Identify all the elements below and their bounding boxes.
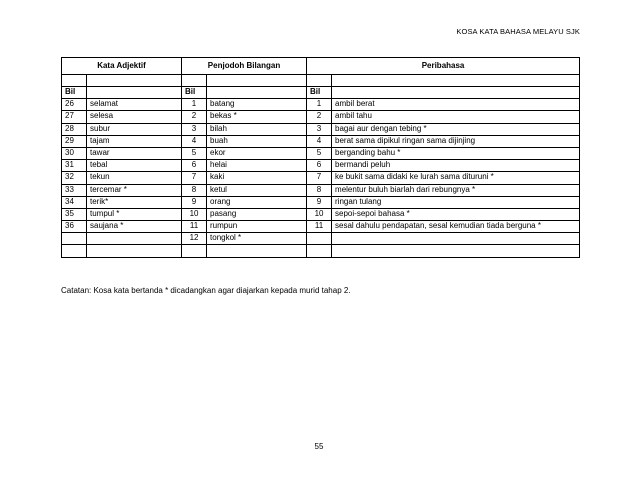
peribahasa-text: ke bukit sama didaki ke lurah sama dituruni *: [332, 172, 580, 184]
adjektif-number: 28: [62, 123, 87, 135]
adjektif-word: tebal: [87, 160, 182, 172]
peribahasa-number: 11: [307, 221, 332, 233]
peribahasa-text: berat sama dipikul ringan sama dijinjing: [332, 135, 580, 147]
header-peribahasa: Peribahasa: [307, 58, 580, 75]
penjodoh-number: 2: [182, 111, 207, 123]
peribahasa-text: berganding bahu *: [332, 147, 580, 159]
header-kata-adjektif: Kata Adjektif: [62, 58, 182, 75]
empty-row: [62, 245, 580, 257]
table-row: [62, 172, 580, 184]
table-row: [62, 99, 580, 111]
header-row: [62, 58, 580, 75]
peribahasa-text: sesal dahulu pendapatan, sesal kemudian tiada berguna *: [332, 221, 580, 233]
adjektif-word: [87, 233, 182, 245]
adjektif-word: tekun: [87, 172, 182, 184]
penjodoh-number: 1: [182, 99, 207, 111]
peribahasa-text: bagai aur dengan tebing *: [332, 123, 580, 135]
peribahasa-text: sepoi-sepoi bahasa *: [332, 208, 580, 220]
adjektif-number: 27: [62, 111, 87, 123]
peribahasa-text: ambil berat: [332, 99, 580, 111]
penjodoh-word: tongkol *: [207, 233, 307, 245]
adjektif-word: terik*: [87, 196, 182, 208]
adjektif-word: saujana *: [87, 221, 182, 233]
penjodoh-word: bilah: [207, 123, 307, 135]
peribahasa-number: 3: [307, 123, 332, 135]
vocabulary-table: [61, 57, 580, 258]
peribahasa-number: 6: [307, 160, 332, 172]
bil-label: Bil: [182, 87, 207, 99]
table-row: [62, 111, 580, 123]
adjektif-number: 36: [62, 221, 87, 233]
peribahasa-text: melentur buluh biarlah dari rebungnya *: [332, 184, 580, 196]
table-row: [62, 160, 580, 172]
penjodoh-number: 9: [182, 196, 207, 208]
table-row: [62, 196, 580, 208]
note-text: Catatan: Kosa kata bertanda * dicadangkan agar diajarkan kepada murid tahap 2.: [61, 286, 351, 295]
peribahasa-text: [332, 233, 580, 245]
peribahasa-text: ringan tulang: [332, 196, 580, 208]
bil-row: [62, 87, 580, 99]
penjodoh-number: 4: [182, 135, 207, 147]
table-row: [62, 221, 580, 233]
adjektif-number: 33: [62, 184, 87, 196]
adjektif-word: tajam: [87, 135, 182, 147]
header-penjodoh-bilangan: Penjodoh Bilangan: [182, 58, 307, 75]
penjodoh-word: buah: [207, 135, 307, 147]
adjektif-number: 35: [62, 208, 87, 220]
penjodoh-word: kaki: [207, 172, 307, 184]
adjektif-word: selesa: [87, 111, 182, 123]
peribahasa-number: 2: [307, 111, 332, 123]
peribahasa-number: 10: [307, 208, 332, 220]
table-row: [62, 233, 580, 245]
table-row: [62, 147, 580, 159]
penjodoh-number: 3: [182, 123, 207, 135]
bil-label: Bil: [307, 87, 332, 99]
adjektif-number: 26: [62, 99, 87, 111]
adjektif-number: 31: [62, 160, 87, 172]
spacer-row: [62, 75, 580, 87]
adjektif-word: tercemar *: [87, 184, 182, 196]
penjodoh-number: 6: [182, 160, 207, 172]
peribahasa-number: 1: [307, 99, 332, 111]
table-row: [62, 123, 580, 135]
page-number: 55: [314, 442, 324, 451]
running-head: KOSA KATA BAHASA MELAYU SJK: [456, 27, 580, 36]
penjodoh-word: helai: [207, 160, 307, 172]
penjodoh-word: batang: [207, 99, 307, 111]
penjodoh-word: bekas *: [207, 111, 307, 123]
penjodoh-word: pasang: [207, 208, 307, 220]
penjodoh-number: 7: [182, 172, 207, 184]
adjektif-word: tawar: [87, 147, 182, 159]
peribahasa-text: bermandi peluh: [332, 160, 580, 172]
penjodoh-number: 8: [182, 184, 207, 196]
penjodoh-word: orang: [207, 196, 307, 208]
adjektif-word: tumpul *: [87, 208, 182, 220]
adjektif-number: [62, 233, 87, 245]
adjektif-number: 29: [62, 135, 87, 147]
adjektif-number: 32: [62, 172, 87, 184]
bil-label: Bil: [62, 87, 87, 99]
penjodoh-word: ketul: [207, 184, 307, 196]
adjektif-number: 30: [62, 147, 87, 159]
penjodoh-number: 12: [182, 233, 207, 245]
penjodoh-number: 11: [182, 221, 207, 233]
penjodoh-word: rumpun: [207, 221, 307, 233]
table-row: [62, 208, 580, 220]
peribahasa-number: 4: [307, 135, 332, 147]
peribahasa-number: [307, 233, 332, 245]
table-row: [62, 184, 580, 196]
peribahasa-number: 8: [307, 184, 332, 196]
penjodoh-word: ekor: [207, 147, 307, 159]
peribahasa-number: 9: [307, 196, 332, 208]
table-row: [62, 135, 580, 147]
penjodoh-number: 10: [182, 208, 207, 220]
peribahasa-text: ambil tahu: [332, 111, 580, 123]
adjektif-number: 34: [62, 196, 87, 208]
adjektif-word: selamat: [87, 99, 182, 111]
peribahasa-number: 7: [307, 172, 332, 184]
peribahasa-number: 5: [307, 147, 332, 159]
adjektif-word: subur: [87, 123, 182, 135]
penjodoh-number: 5: [182, 147, 207, 159]
